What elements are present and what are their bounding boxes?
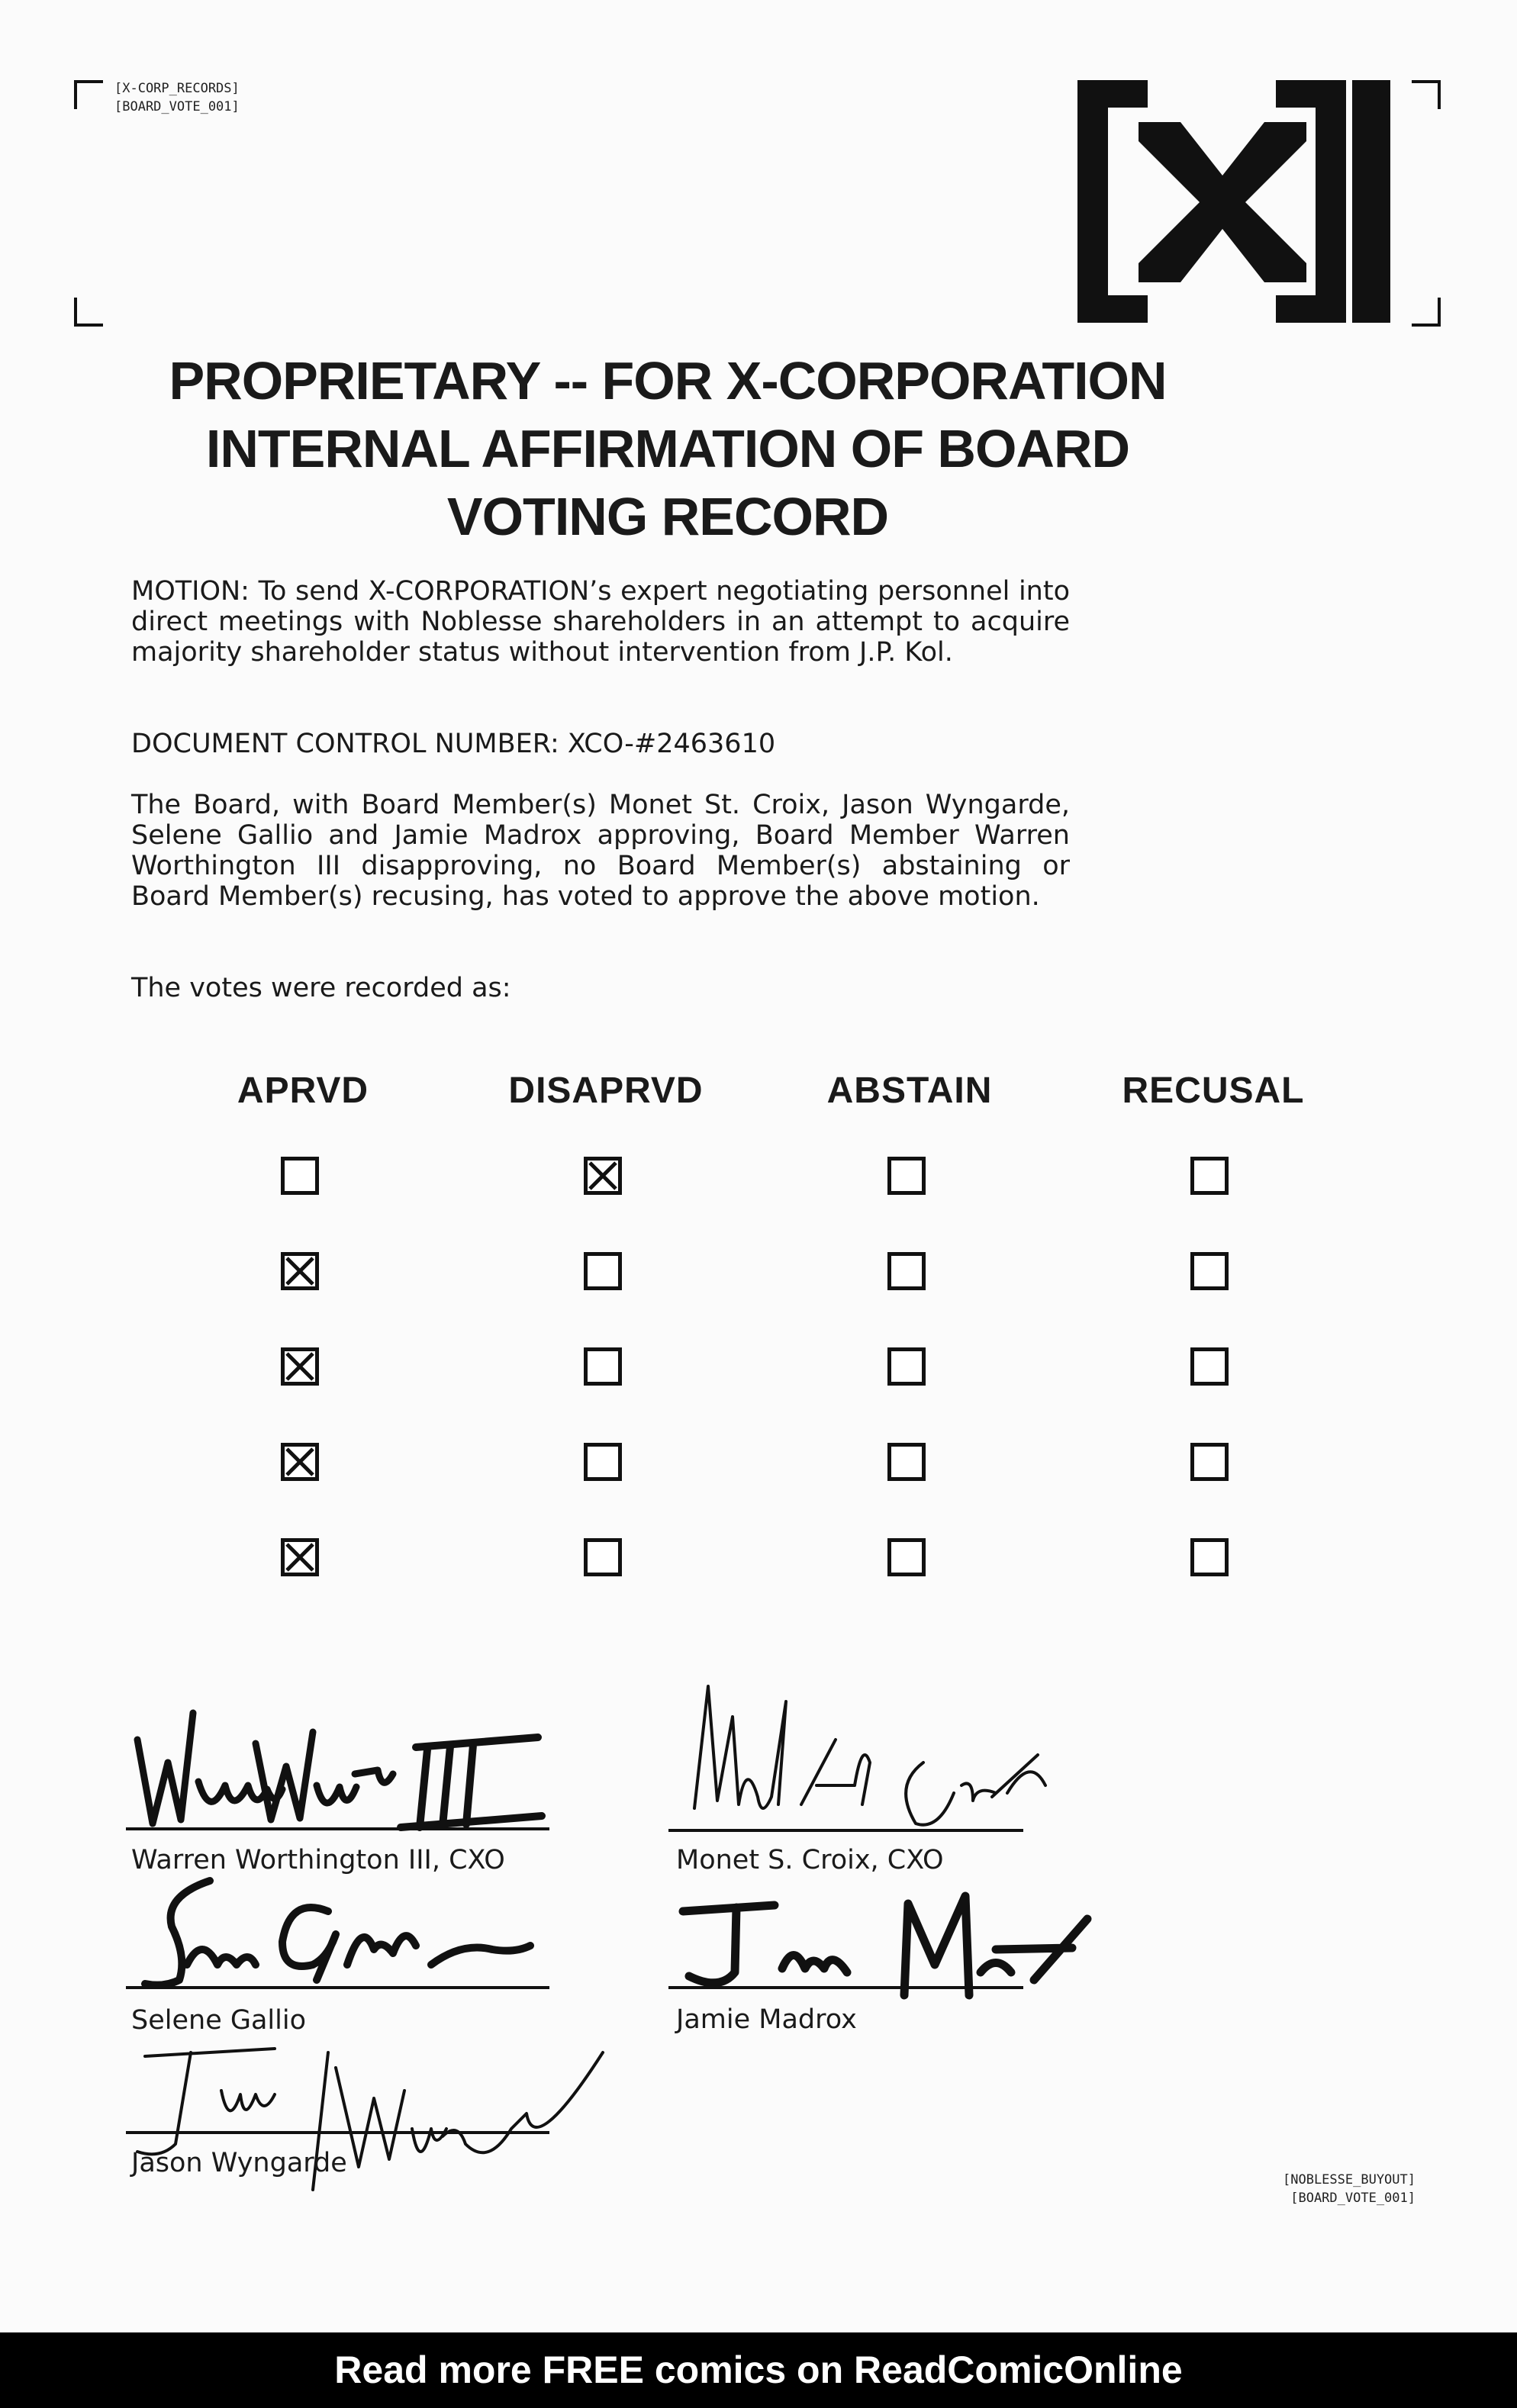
vote-checkbox-disaprvd[interactable] [584,1538,622,1576]
signature-line [668,1986,1023,1989]
check-x-icon [285,1351,315,1382]
document-title [76,347,1259,551]
title-line: PROPRIETARY -- FOR X-CORPORATION [169,351,1167,410]
record-tag [114,79,240,116]
signer-name: Monet S. Croix, CXO [676,1845,944,1875]
vote-checkbox-recusal[interactable] [1190,1538,1229,1576]
vote-checkbox-aprvd[interactable] [281,1157,319,1195]
vote-checkbox-aprvd[interactable] [281,1347,319,1386]
x-corporation-logo-icon [1077,80,1390,323]
vote-summary: The Board, with Board Member(s) Monet St. Croix, Jason Wyngarde, Selene Gallio and Jamie Madrox approving, Board Member Warren Worthington III disapproving, no Board Member(s) abstaining or Board Member(s) recusing, has voted to approve the above motion. [131,790,1070,912]
control-number: DOCUMENT CONTROL NUMBER: XCO-#2463610 [131,729,776,759]
corner-bracket-top-left [74,80,103,109]
signature-line [126,1827,549,1830]
column-header-abstain: ABSTAIN [826,1070,993,1111]
signature-jamie [675,1888,1095,2010]
vote-checkbox-recusal[interactable] [1190,1157,1229,1195]
vote-checkbox-abstain[interactable] [887,1347,926,1386]
votes-intro: The votes were recorded as: [131,973,511,1003]
corner-bracket-bottom-right [1412,298,1441,327]
record-tag-line: [BOARD_VOTE_001] [114,99,240,114]
record-tag-line: [X-CORP_RECORDS] [114,81,240,96]
vote-checkbox-aprvd[interactable] [281,1443,319,1481]
column-header-approved: APRVD [237,1070,369,1111]
check-x-icon [588,1161,618,1191]
vote-checkbox-abstain[interactable] [887,1538,926,1576]
signature-monet [672,1671,1068,1854]
check-x-icon [285,1542,315,1573]
vote-checkbox-disaprvd[interactable] [584,1443,622,1481]
vote-checkbox-disaprvd[interactable] [584,1252,622,1290]
vote-checkbox-recusal[interactable] [1190,1252,1229,1290]
corner-bracket-bottom-left [74,298,103,327]
column-header-recusal: RECUSAL [1122,1070,1305,1111]
vote-checkbox-recusal[interactable] [1190,1347,1229,1386]
footer-tag-line: [BOARD_VOTE_001] [1290,2191,1416,2206]
corner-bracket-top-right [1412,80,1441,109]
footer-tag-line: [NOBLESSE_BUYOUT] [1283,2172,1416,2187]
promo-banner[interactable]: Read more FREE comics on ReadComicOnline [0,2332,1517,2408]
vote-checkbox-abstain[interactable] [887,1252,926,1290]
vote-checkbox-disaprvd[interactable] [584,1157,622,1195]
check-x-icon [285,1447,315,1477]
vote-checkbox-disaprvd[interactable] [584,1347,622,1386]
signature-line [126,2131,549,2134]
signer-name: Warren Worthington III, CXO [131,1845,505,1875]
vote-checkbox-recusal[interactable] [1190,1443,1229,1481]
signature-line [126,1986,549,1989]
signer-name: Jamie Madrox [676,2004,857,2035]
vote-checkbox-aprvd[interactable] [281,1252,319,1290]
vote-checkbox-abstain[interactable] [887,1157,926,1195]
title-line: INTERNAL AFFIRMATION OF BOARD [205,419,1130,478]
motion-text: MOTION: To send X-CORPORATION’s expert negotiating personnel into direct meetings with Noblesse shareholders in an attempt to acquire majority shareholder status without intervention from J.P. Kol. [131,576,1070,668]
vote-checkbox-abstain[interactable] [887,1443,926,1481]
check-x-icon [285,1256,315,1286]
vote-checkbox-aprvd[interactable] [281,1538,319,1576]
title-line: VOTING RECORD [446,487,889,546]
column-header-disapproved: DISAPRVD [508,1070,704,1111]
signature-line [668,1829,1023,1832]
signer-name: Selene Gallio [131,2005,307,2036]
signer-name: Jason Wyngarde [131,2148,347,2178]
footer-tag [1221,2171,1416,2207]
